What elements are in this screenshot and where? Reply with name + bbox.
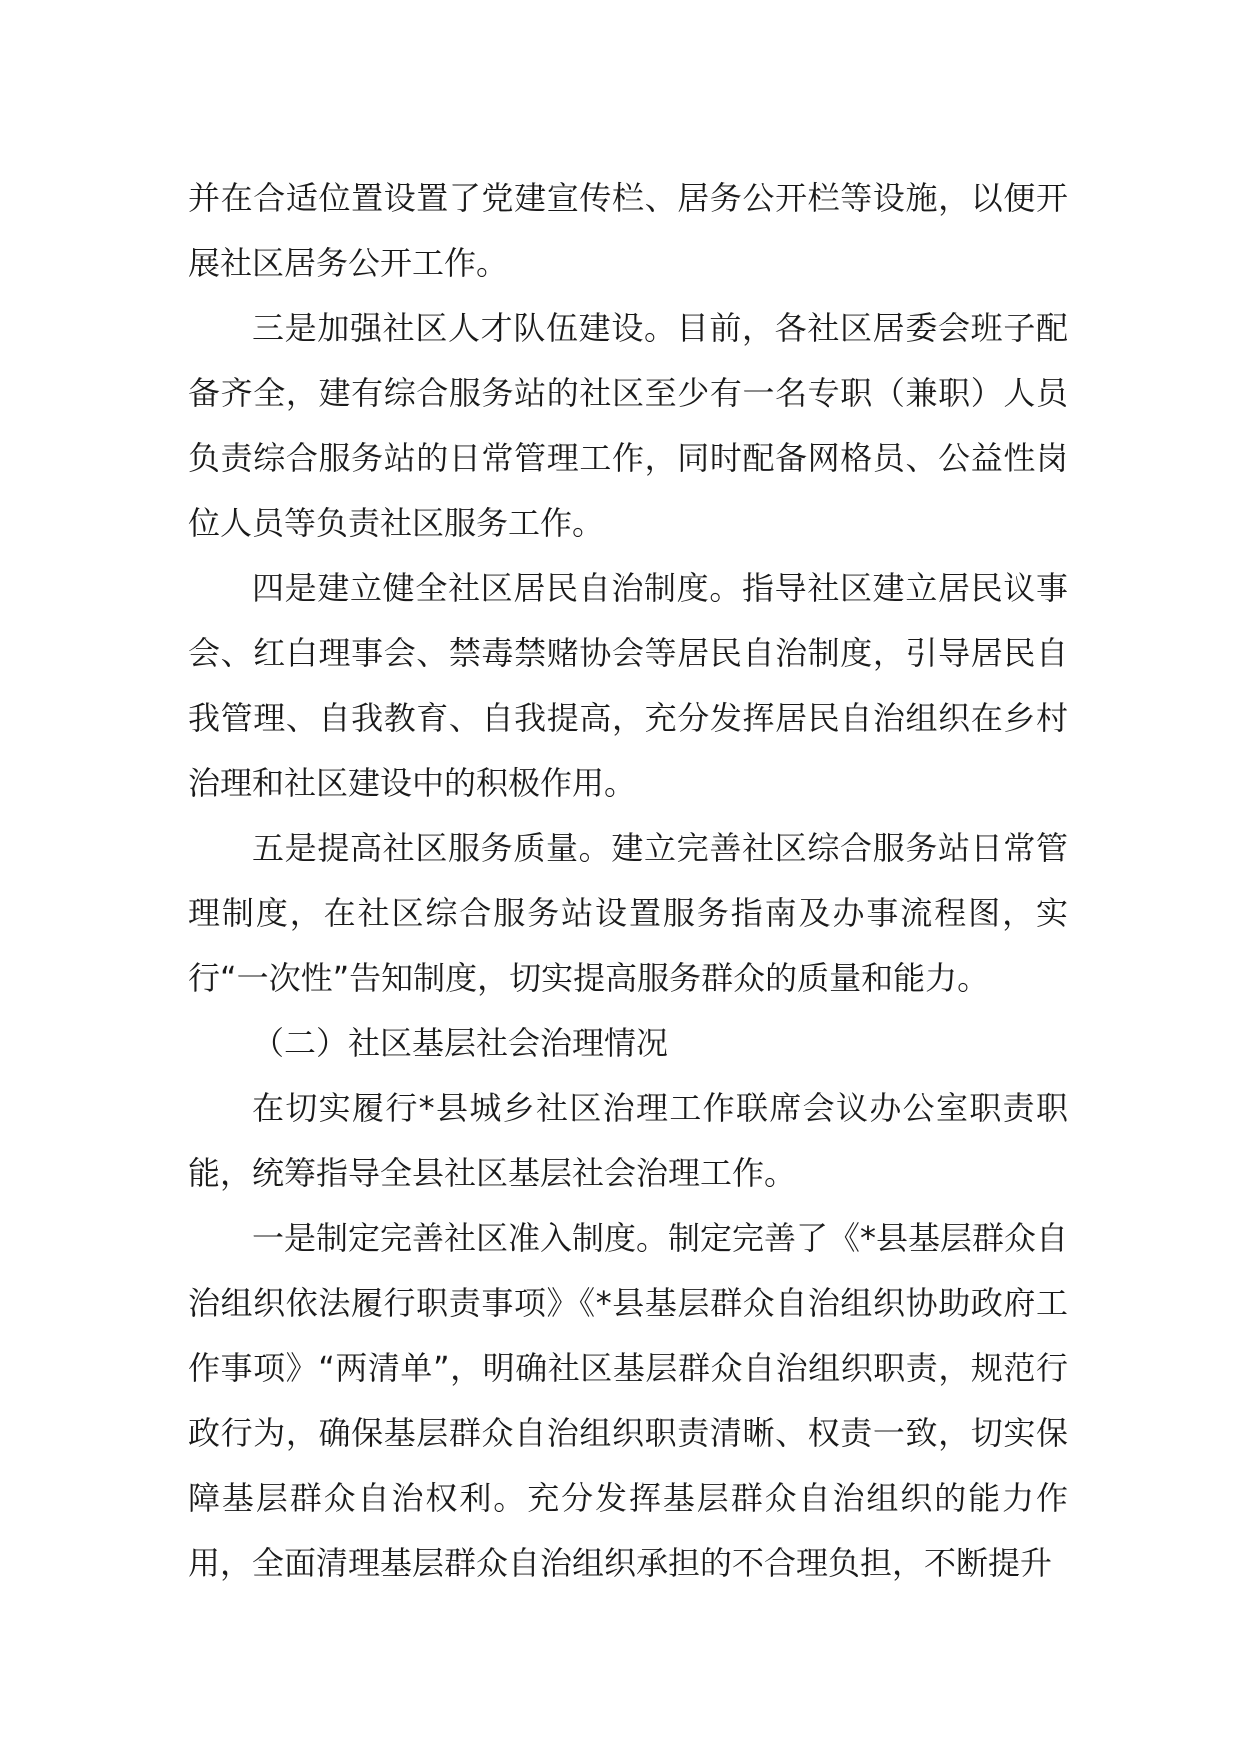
paragraph-access-system: 一是制定完善社区准入制度。制定完善了《*县基层群众自治组织依法履行职责事项》《*县基层群众自治组织协助政府工作事项》“两清单”，明确社区基层群众自治组织职责，规范行政行为，确保基层群众自治组织职责清晰、权责一致，切实保障基层群众自治权利。充分发挥基层群众自治组织的能力作用，全面清理基层群众自治组织承担的不合理负担，不断提升 bbox=[188, 1219, 1069, 1582]
paragraph-resident-autonomy: 四是建立健全社区居民自治制度。指导社区建立居民议事会、红白理事会、禁毒禁赌协会等居民自治制度，引导居民自我管理、自我教育、自我提高，充分发挥居民自治组织在乡村治理和社区建设中的积极作用。 bbox=[188, 569, 1068, 802]
paragraph-continued: 并在合适位置设置了党建宣传栏、居务公开栏等设施，以便开展社区居务公开工作。 bbox=[188, 179, 1068, 282]
paragraph-governance-intro: 在切实履行*县城乡社区治理工作联席会议办公室职责职能，统筹指导全县社区基层社会治理工作。 bbox=[188, 1089, 1068, 1192]
paragraph-talent-team: 三是加强社区人才队伍建设。目前，各社区居委会班子配备齐全，建有综合服务站的社区至少有一名专职（兼职）人员负责综合服务站的日常管理工作，同时配备网格员、公益性岗位人员等负责社区服务工作。 bbox=[188, 309, 1068, 542]
document-body bbox=[188, 166, 1068, 1596]
section-heading: （二）社区基层社会治理情况 bbox=[252, 1024, 669, 1062]
paragraph-service-quality: 五是提高社区服务质量。建立完善社区综合服务站日常管理制度，在社区综合服务站设置服务指南及办事流程图，实行“一次性”告知制度，切实提高服务群众的质量和能力。 bbox=[188, 829, 1068, 997]
